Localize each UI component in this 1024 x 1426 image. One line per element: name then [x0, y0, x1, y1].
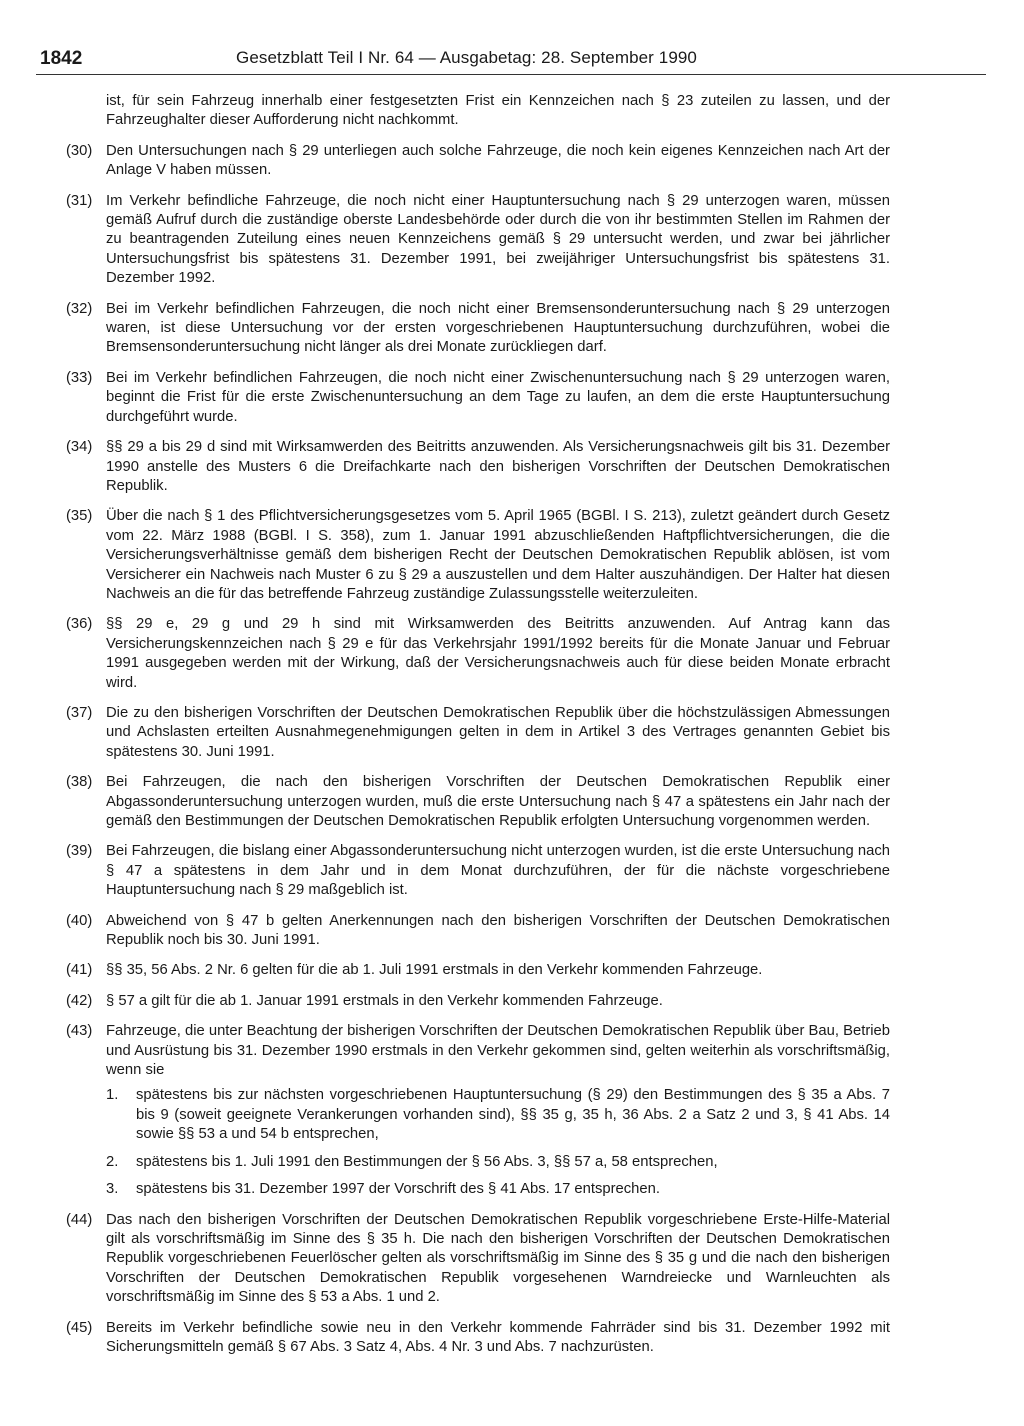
paragraph [66, 615, 890, 693]
paragraph [66, 961, 890, 980]
paragraph-number: (30) [66, 142, 93, 159]
page-number: 1842 [40, 48, 83, 69]
paragraph-number: (35) [66, 508, 93, 525]
running-title: Gesetzblatt Teil I Nr. 64 — Ausgabetag: 28. September 1990 [236, 48, 697, 67]
paragraph-list [66, 142, 890, 1358]
continuation-text: ist, für sein Fahrzeug innerhalb einer festgesetzten Frist ein Kennzeichen nach § 23 zuteilen zu lassen, und der Fahrzeughalter dieser Aufforderung nicht nachkommt. [106, 93, 890, 129]
paragraph [66, 842, 890, 900]
paragraph-text: Im Verkehr befindliche Fahrzeuge, die noch nicht einer Hauptuntersuchung nach § 29 unterzogen waren, müssen gemäß Aufruf durch die zuständige oberste Landesbehörde oder durch die von ihr bestimmten Stellen im Rahmen der zu beantragenden Zuteilung eines neuen Kennzeichens gemäß § 29 untersucht werden, und zwar bei jährlicher Untersuchungsfrist bis spätestens 31. Dezember 1991, bei zweijähriger Untersuchungsfrist bis spätestens 31. Dezember 1992. [106, 192, 890, 287]
paragraph-number: (37) [66, 704, 93, 721]
paragraph [66, 300, 890, 358]
paragraph-number: (45) [66, 1319, 93, 1336]
paragraph-number: (40) [66, 912, 93, 929]
paragraph-number: (39) [66, 843, 93, 860]
paragraph [66, 369, 890, 427]
list-item [106, 1086, 890, 1144]
paragraph-number: (44) [66, 1211, 93, 1228]
paragraph-text: §§ 35, 56 Abs. 2 Nr. 6 gelten für die ab 1. Juli 1991 erstmals in den Verkehr kommenden Fahrzeuge. [106, 962, 763, 979]
paragraph [66, 773, 890, 831]
paragraph-text: Das nach den bisherigen Vorschriften der Deutschen Demokratischen Republik vorgeschriebene Erste-Hilfe-Material gilt als vorschriftsmäßig im Sinne des § 35 h. Die nach den bisherigen Vorschriften der Deutschen Demokratischen Republik vorgeschriebenen Feuerlöscher gelten als vorschriftsmäßig im Sinne des § 35 g und die nach den bisherigen Vorschriften der Deutschen Demokratischen Republik vorgesehenen Warndreiecke und Warnleuchten als vorschriftsmäßig im Sinne des § 53 a Abs. 1 und 2. [106, 1211, 890, 1306]
list-item [106, 1153, 890, 1172]
page-header [36, 48, 986, 74]
paragraph [66, 1022, 890, 1199]
paragraph-number: (32) [66, 300, 93, 317]
paragraph [66, 992, 890, 1011]
paragraph-number: (36) [66, 616, 93, 633]
paragraph-text: Bei im Verkehr befindlichen Fahrzeugen, die noch nicht einer Bremsensonderuntersuchung nach § 29 unterzogen waren, ist diese Untersuchung vor der ersten vorgeschriebenen Hauptuntersuchung durchzuführen, wobei die Bremsensonderuntersuchung nicht länger als drei Monate zurückliegen darf. [106, 300, 890, 356]
list-item-text: spätestens bis 1. Juli 1991 den Bestimmungen der § 56 Abs. 3, §§ 57 a, 58 entsprechen, [136, 1153, 718, 1170]
paragraph-number: (38) [66, 774, 93, 791]
list-item-number: 1. [106, 1087, 119, 1104]
paragraph [66, 912, 890, 951]
paragraph-text: Bei im Verkehr befindlichen Fahrzeugen, die noch nicht einer Zwischenuntersuchung nach § 29 unterzogen waren, beginnt die Frist für die erste Zwischenuntersuchung an dem Tage zu laufen, an dem die erste Hauptuntersuchung durchgeführt wurde. [106, 369, 890, 425]
paragraph-number: (33) [66, 369, 93, 386]
header-rule [36, 74, 986, 75]
paragraph-text: § 57 a gilt für die ab 1. Januar 1991 erstmals in den Verkehr kommenden Fahrzeuge. [106, 992, 663, 1009]
paragraph-number: (43) [66, 1023, 93, 1040]
paragraph [66, 1211, 890, 1308]
enumerated-list [106, 1086, 890, 1199]
paragraph [66, 507, 890, 604]
paragraph [66, 438, 890, 496]
list-item-text: spätestens bis 31. Dezember 1997 der Vorschrift des § 41 Abs. 17 entsprechen. [136, 1181, 660, 1198]
list-item-number: 3. [106, 1181, 119, 1198]
paragraph-text: Abweichend von § 47 b gelten Anerkennungen nach den bisherigen Vorschriften der Deutschen Demokratischen Republik noch bis 30. Juni 1991. [106, 912, 890, 949]
document-body [66, 92, 890, 1368]
paragraph-text: Die zu den bisherigen Vorschriften der Deutschen Demokratischen Republik über die höchstzulässigen Abmessungen und Achslasten erteilten Ausnahmegenehmigungen gelten in dem in Artikel 3 des Vertrages genannten Gebiet bis spätestens 30. Juni 1991. [106, 704, 890, 760]
paragraph-number: (34) [66, 439, 93, 456]
paragraph-number: (31) [66, 192, 93, 209]
paragraph-text: Bei Fahrzeugen, die bislang einer Abgassonderuntersuchung nicht unterzogen wurden, ist die erste Untersuchung nach § 47 a spätestens in dem Jahr und in dem Monat durchzuführen, der für die nächste vorgeschriebene Hauptuntersuchung nach § 29 maßgeblich ist. [106, 843, 890, 899]
paragraph-number: (42) [66, 992, 93, 1009]
list-item-text: spätestens bis zur nächsten vorgeschriebenen Hauptuntersuchung (§ 29) den Bestimmungen des § 35 a Abs. 7 bis 9 (soweit geeignete Verankerungen vorhanden sind), §§ 35 g, 35 h, 36 Abs. 2 a Satz 2 und 3, § 41 Abs. 14 sowie §§ 53 a und 54 b entsprechen, [136, 1087, 890, 1143]
paragraph-text: Bei Fahrzeugen, die nach den bisherigen Vorschriften der Deutschen Demokratischen Republik einer Abgassonderuntersuchung unterzogen wurden, muß die erste Untersuchung nach § 47 a spätestens ein Jahr nach der gemäß den Bestimmungen der Deutschen Demokratischen Republik erfolgten Untersuchung vorgenommen werden. [106, 774, 890, 829]
paragraph-text: §§ 29 a bis 29 d sind mit Wirksamwerden des Beitritts anzuwenden. Als Versicherungsnachweis gilt bis 31. Dezember 1990 anstelle des Musters 6 die Dreifachkarte nach den bisherigen Vorschriften der Deutschen Demokratischen Republik. [106, 439, 890, 494]
paragraph [66, 192, 890, 289]
paragraph-number: (41) [66, 962, 93, 979]
paragraph [66, 1319, 890, 1358]
paragraph-text: §§ 29 e, 29 g und 29 h sind mit Wirksamwerden des Beitritts anzuwenden. Auf Antrag kann das Versicherungskennzeichen nach § 29 e für das Verkehrsjahr 1991/1992 bereits für die Monate Januar und Februar 1991 ausgegeben werden mit der Wirkung, daß der Versicherungsnachweis auch für diese beiden Monate erbracht wird. [106, 616, 890, 691]
paragraph [66, 142, 890, 181]
list-item-number: 2. [106, 1153, 119, 1170]
paragraph-text: Den Untersuchungen nach § 29 unterliegen auch solche Fahrzeuge, die noch kein eigenes Kennzeichen nach Art der Anlage V haben müssen. [106, 142, 890, 179]
paragraph-text: Über die nach § 1 des Pflichtversicherungsgesetzes vom 5. April 1965 (BGBl. I S. 213), zuletzt geändert durch Gesetz vom 22. März 1988 (BGBl. I S. 358), zum 1. Januar 1991 abzuschließenden Haftpflichtversicherungen, die die Versicherungsverhältnisse gemäß dem bisherigen Recht der Deutschen Demokratischen Republik ablösen, ist vom Versicherer ein Nachweis nach Muster 6 zu § 29 a auszustellen und dem Halter auszuhändigen. Der Halter hat diesen Nachweis an die für das betreffende Fahrzeug zuständige Zulassungsstelle weiterzuleiten. [106, 508, 890, 602]
paragraph-text: Bereits im Verkehr befindliche sowie neu in den Verkehr kommende Fahrräder sind bis 31. Dezember 1992 mit Sicherungsmitteln gemäß § 67 Abs. 3 Satz 4, Abs. 4 Nr. 3 und Abs. 7 nachzurüsten. [106, 1319, 890, 1355]
list-item [106, 1180, 890, 1199]
paragraph-text: Fahrzeuge, die unter Beachtung der bisherigen Vorschriften der Deutschen Demokratischen Republik über Bau, Betrieb und Ausrüstung bis 31. Dezember 1990 erstmals in den Verkehr gekommen sind, gelten weiterhin als vorschriftsmäßig, wenn sie [106, 1023, 890, 1079]
paragraph [66, 704, 890, 762]
